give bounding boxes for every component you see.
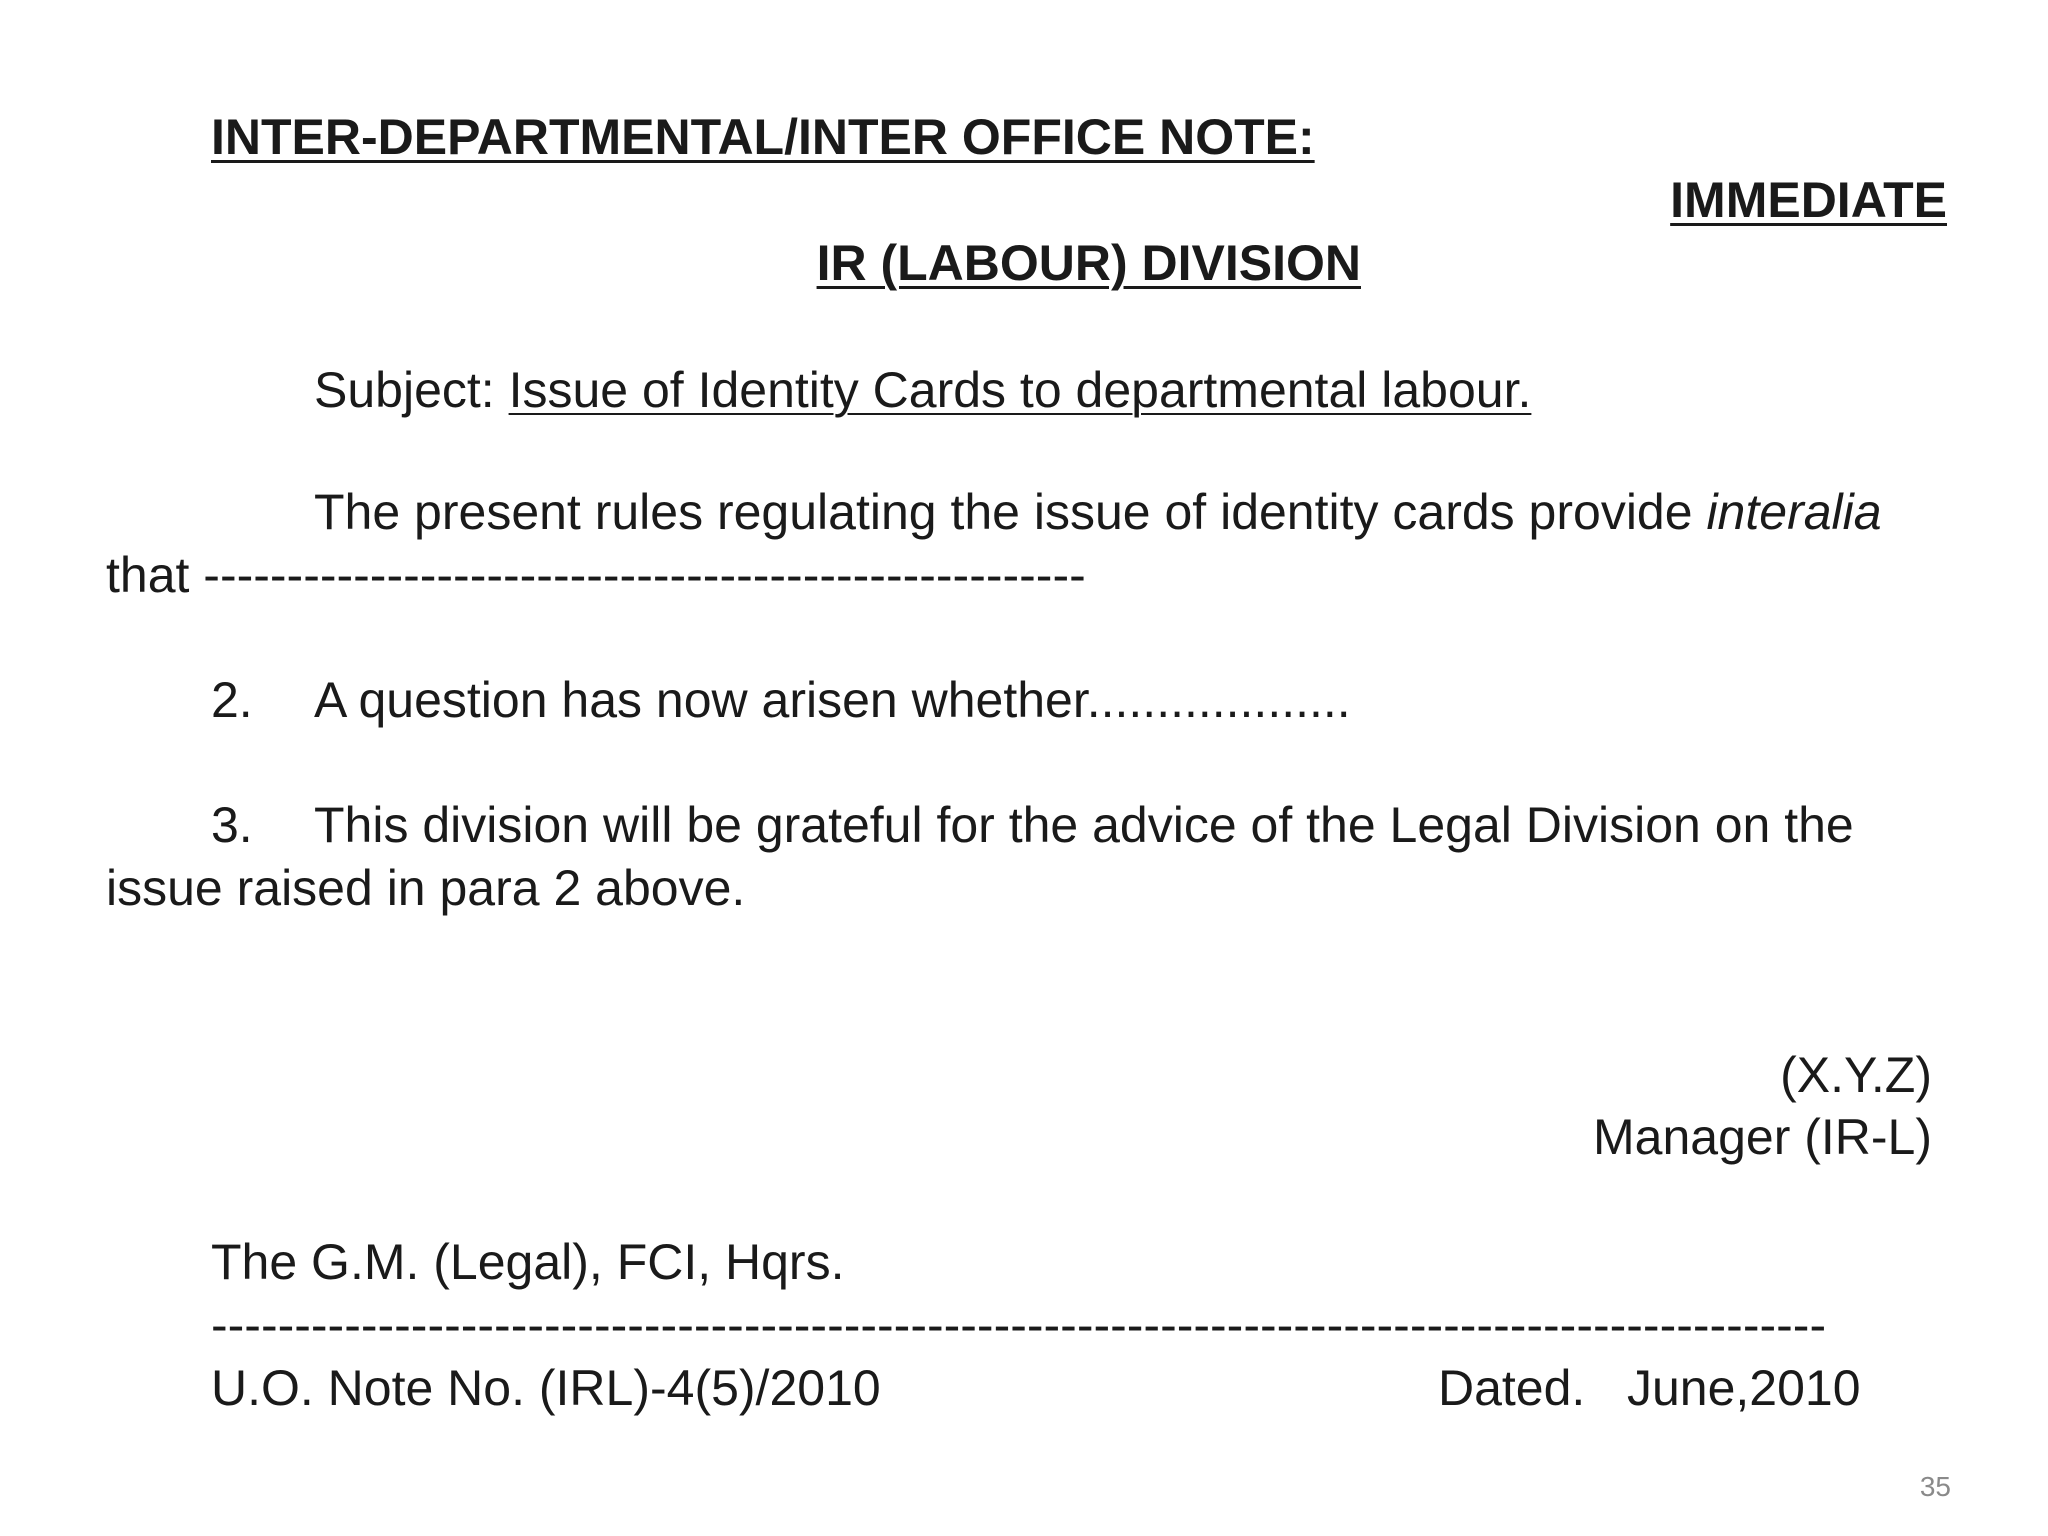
addressee: The G.M. (Legal), FCI, Hqrs.: [211, 1234, 845, 1290]
para1-line2: that -----------------------------------------------------: [106, 547, 1086, 603]
para1-line1: [314, 482, 1882, 542]
note-date: Dated. June,2010: [1438, 1360, 1861, 1416]
signatory-designation: Manager (IR-L): [1593, 1109, 1932, 1165]
subject-text: Issue of Identity Cards to departmental labour.: [508, 362, 1532, 418]
note-type-heading: INTER-DEPARTMENTAL/INTER OFFICE NOTE:: [211, 109, 1315, 165]
signatory-name: (X.Y.Z): [1780, 1047, 1932, 1103]
page-number: 35: [1919, 1471, 1951, 1502]
para3-line1: This division will be grateful for the advice of the Legal Division on the: [314, 797, 1854, 853]
para1-text: The present rules regulating the issue of identity cards provide: [314, 484, 1693, 540]
para3-number: 3.: [211, 797, 253, 853]
para2-number: 2.: [211, 672, 253, 728]
subject-line: [314, 360, 1531, 420]
priority-label: IMMEDIATE: [1670, 172, 1947, 228]
uo-note-number: U.O. Note No. (IRL)-4(5)/2010: [211, 1360, 881, 1416]
subject-label: Subject:: [314, 362, 495, 418]
para1-italic: interalia: [1706, 484, 1882, 540]
separator-line: -------------------------------------------------------------------------------------------------: [211, 1297, 1827, 1353]
para2-text: A question has now arisen whether...................: [314, 672, 1351, 728]
division-heading: IR (LABOUR) DIVISION: [816, 235, 1361, 291]
para3-line2: issue raised in para 2 above.: [106, 860, 746, 916]
